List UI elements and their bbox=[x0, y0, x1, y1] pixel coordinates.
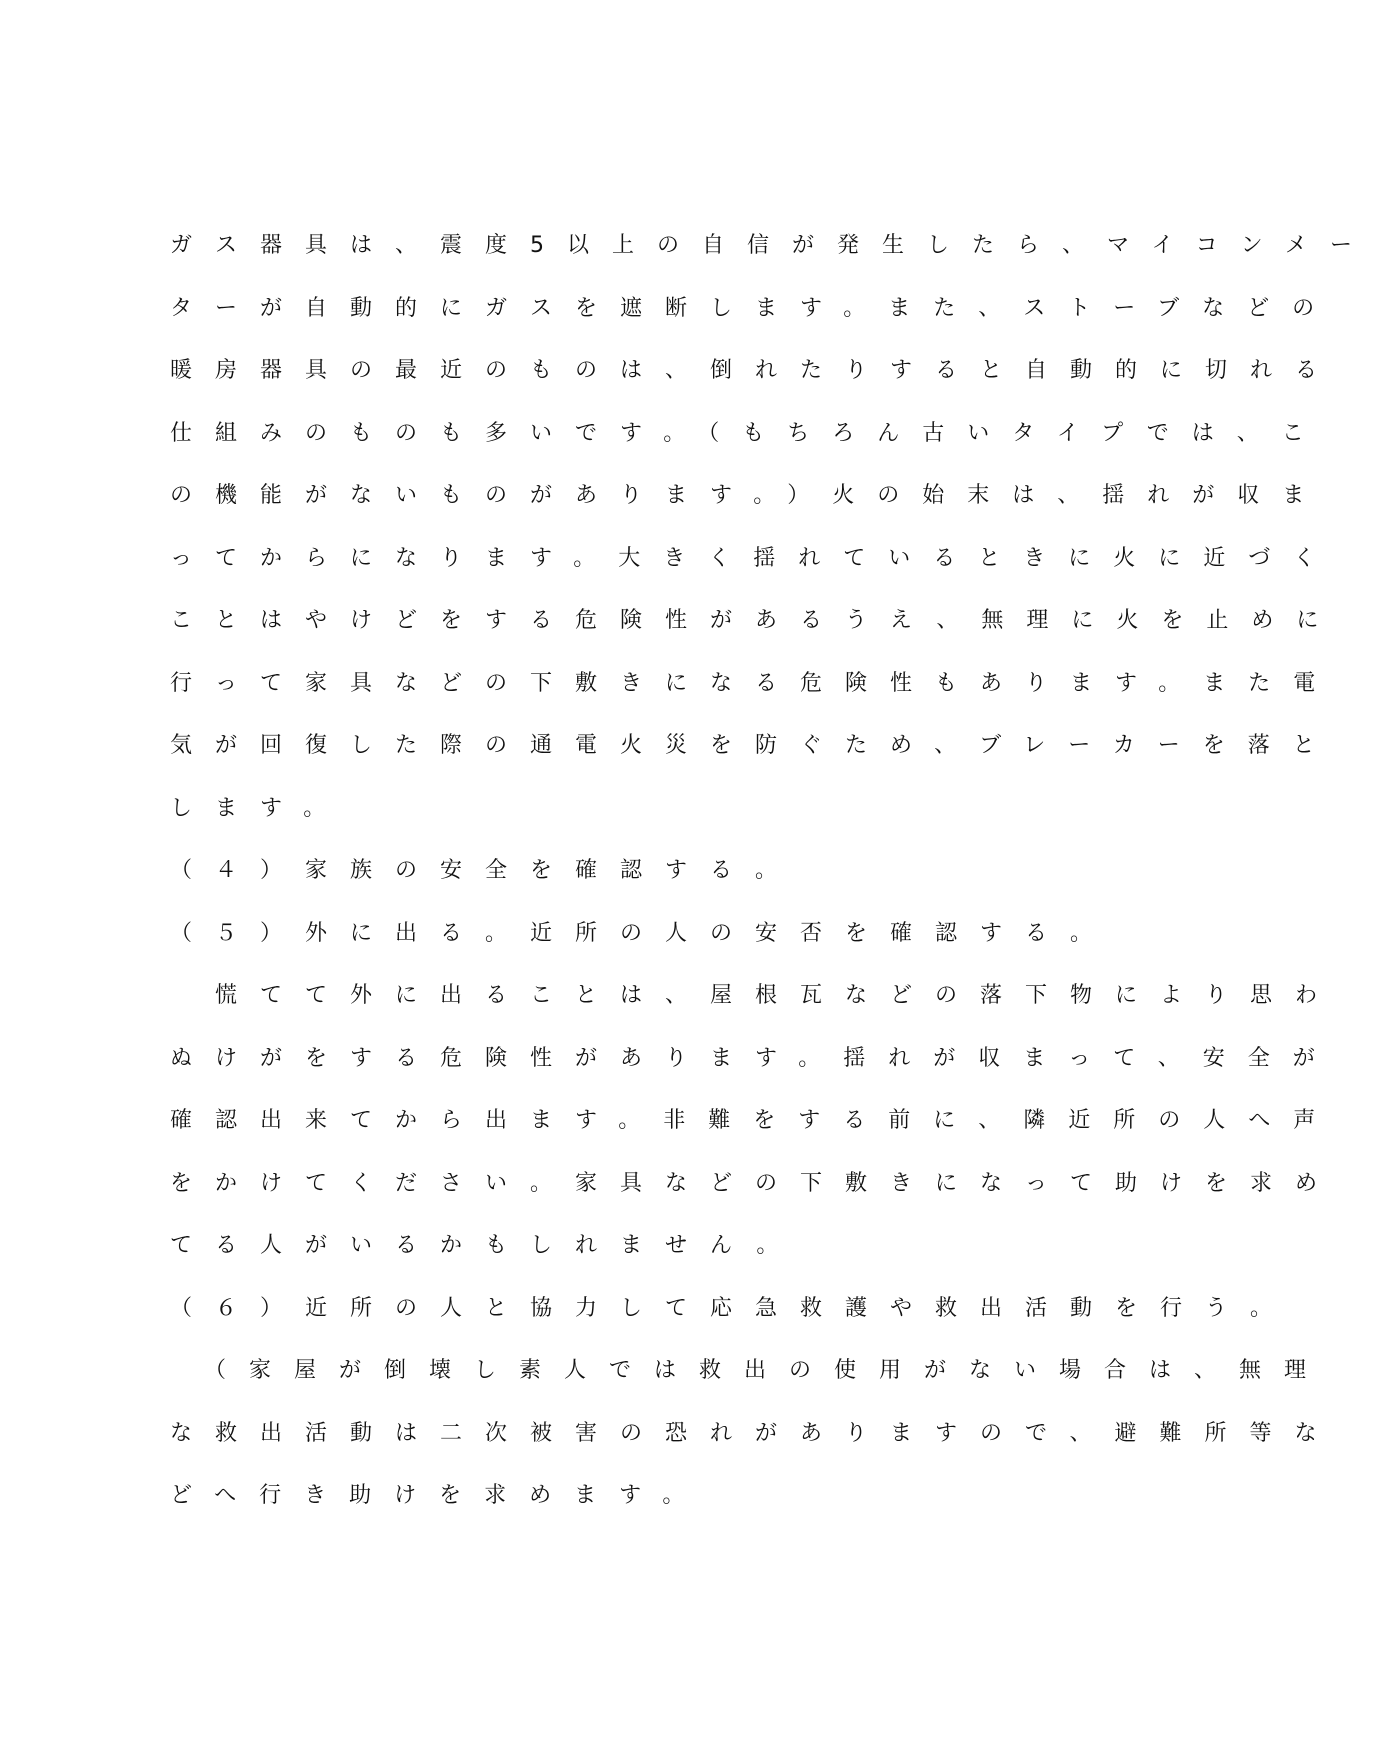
text-line: 慌てて外に出ることは、屋根瓦などの落下物により思わ bbox=[170, 983, 1341, 1008]
text-line: ガス器具は、震度5以上の自信が発生したら、マイコンメー bbox=[170, 233, 1375, 258]
text-line: をかけてください。家具などの下敷きになって助けを求め bbox=[170, 1170, 1341, 1196]
text-line: ターが自動的にガスを遮断します。また、ストーブなどの bbox=[170, 295, 1338, 321]
text-line: な救出活動は二次被害の恐れがありますので、避難所等な bbox=[170, 1420, 1340, 1446]
section-heading-4: （４）家族の安全を確認する。 bbox=[170, 858, 801, 883]
body-text bbox=[170, 215, 1375, 1528]
text-line: ってからになります。大きく揺れているときに火に近づく bbox=[170, 545, 1339, 571]
text-line: 暖房器具の最近のものは、倒れたりすると自動的に切れる bbox=[170, 358, 1341, 383]
section-heading-5: （５）外に出る。近所の人の安否を確認する。 bbox=[170, 920, 1116, 946]
text-line: どへ行き助けを求めます。 bbox=[170, 1483, 708, 1508]
text-line: します。 bbox=[170, 795, 349, 821]
text-line: （家屋が倒壊し素人では救出の使用がない場合は、無理 bbox=[170, 1358, 1330, 1383]
text-line: てる人がいるかもしれません。 bbox=[170, 1233, 802, 1258]
text-line: 気が回復した際の通電火災を防ぐため、ブレーカーを落と bbox=[170, 733, 1338, 758]
text-line: ことはやけどをする危険性があるうえ、無理に火を止めに bbox=[170, 608, 1342, 633]
text-line: の機能がないものがあります。）火の始末は、揺れが収ま bbox=[170, 483, 1328, 508]
text-line: 仕組みのものも多いです。（もちろん古いタイプでは、こ bbox=[170, 420, 1327, 446]
text-line: ぬけがをする危険性があります。揺れが収まって、安全が bbox=[170, 1045, 1338, 1071]
section-heading-6: （６）近所の人と協力して応急救護や救出活動を行う。 bbox=[170, 1295, 1296, 1321]
text-line: 確認出来てから出ます。非難をする前に、隣近所の人へ声 bbox=[170, 1108, 1339, 1133]
text-line: 行って家具などの下敷きになる危険性もあります。また電 bbox=[170, 670, 1339, 696]
